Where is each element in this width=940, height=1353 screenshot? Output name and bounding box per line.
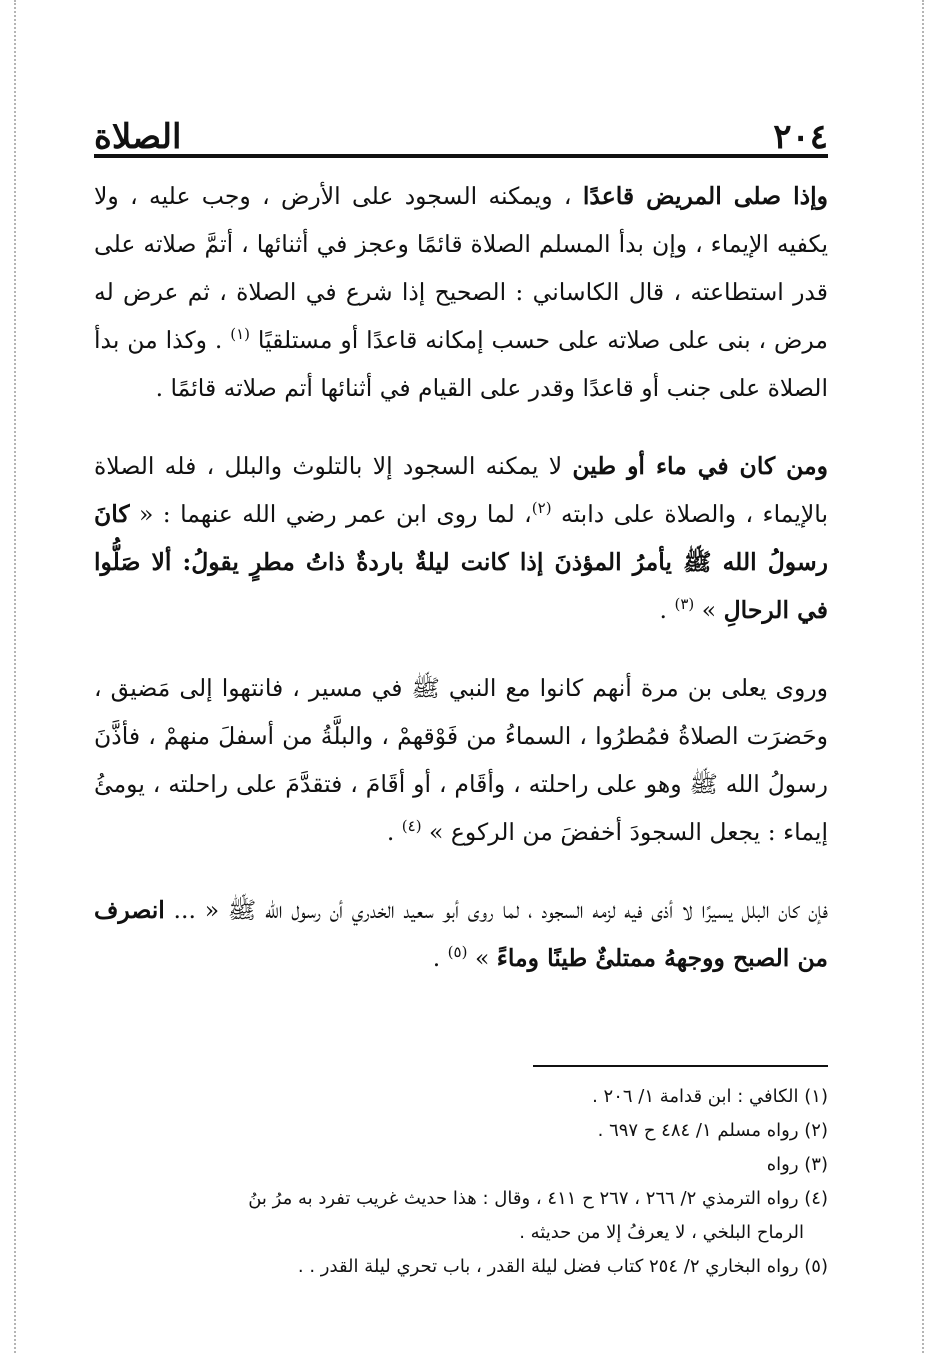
paragraph-text-3: » [701, 596, 724, 624]
footnote-3: (٣) رواه [766, 1154, 828, 1175]
paragraph-sick-sitting [94, 172, 828, 412]
paragraph-tail: . وكذا من بدأ الصلاة على جنب أو قاعدًا وقدر على القيام في أثنائها أتم صلاته قائمًا . [94, 326, 828, 402]
paragraph-text: ، ويمكنه السجود على الأرض ، وجب عليه ، ولا يكفيه الإيماء ، وإن بدأ المسلم الصلاة قائمًا وعجز في أثنائها ، أتمَّ صلاته على قدر استطاعته ، قال الكاساني : الصحيح إذا شرع في الصلاة ، ثم عرض له مرض ، بنى على صلاته على حسب إمكانه قاعدًا أو مستلقيًا [94, 182, 828, 354]
scan-edge-left [14, 0, 16, 1353]
footnote-1: (١) الكافي : ابن قدامة ١/ ٢٠٦ . [592, 1086, 828, 1107]
running-title: الصلاة [94, 117, 182, 157]
paragraph-text: وروى يعلى بن مرة أنهم كانوا مع النبي ﷺ في مسير ، فانتهوا إلى مَضيق ، وحَضرَت الصلاةُ فمُطرُوا ، السماءُ من فَوْقهمْ ، والبلَّةُ من أسفلَ منهمْ ، فأذَّنَ رسولُ الله ﷺ وهو على راحلته ، وأقَام ، أو أقَامَ ، فتقدَّمَ على راحلته ، يومئُ إيماء : يجعل السجودَ أخفضَ من الركوع » [94, 674, 828, 846]
paragraph-text: لا يمكنه السجود إلا بالتلوث والبلل ، فله الصلاة بالإيماء ، والصلاة على دابته [94, 452, 828, 528]
paragraph-light-wetness [94, 886, 828, 982]
footnote-ref-3: (٣) [674, 595, 695, 614]
paragraph-lead: وإذا صلى المريض قاعدًا [582, 182, 828, 210]
header-rule [94, 154, 828, 158]
footnote-4: (٤) رواه الترمذي ٢/ ٢٦٦ ، ٢٦٧ ح ٤١١ ، وقال : هذا حديث غريب تفرد به مرُ بنُ [248, 1188, 828, 1209]
paragraph-yala-narration [94, 664, 828, 856]
paragraph-text: فإن كان البلل يسيرًا لا أذى فيه لزمه السجود ، لما روى أبو سعيد الخدري أن رسول الله ﷺ « ... [164, 896, 828, 924]
footnote-4-continued: الرماح البلخي ، لا يعرفُ إلا من حديثه . [519, 1222, 804, 1243]
paragraph-tail: . [386, 818, 402, 846]
footnote-5: (٥) رواه البخاري ٢/ ٢٥٤ كتاب فضل ليلة القدر ، باب تحري ليلة القدر . . [297, 1256, 828, 1277]
footnote-ref-5: (٥) [447, 943, 468, 962]
main-text [94, 172, 828, 982]
page-header [94, 104, 828, 157]
paragraph-tail: . [659, 596, 675, 624]
hadith-quote: كانَ رسولُ الله ﷺ يأمرُ المؤذنَ إذا كانت ليلةٌ باردةٌ ذاتُ مطرٍ يقولُ: ألا صَلُّوا في الرحالِ [94, 500, 828, 624]
footnote-ref-2: (٢) [531, 499, 552, 518]
footnotes [94, 1080, 828, 1284]
footnote-ref-4: (٤) [401, 817, 422, 836]
paragraph-water-mud [94, 442, 828, 634]
paragraph-text-2: » [474, 944, 497, 972]
page-number: ٢٠٤ [773, 117, 828, 157]
footnote-2: (٢) رواه مسلم ١/ ٤٨٤ ح ٦٩٧ . [597, 1120, 828, 1141]
paragraph-text-2: ، لما روى ابن عمر رضي الله عنهما : « [129, 500, 532, 528]
footnote-ref-1: (١) [230, 325, 251, 344]
hadith-quote: انصرف من الصبح ووجههُ ممتلئٌ طينًا وماءً [94, 896, 828, 972]
scan-edge-right [922, 0, 924, 1353]
paragraph-lead: ومن كان في ماء أو طين [572, 452, 828, 480]
footnote-separator [533, 1065, 828, 1067]
paragraph-tail: . [432, 944, 448, 972]
